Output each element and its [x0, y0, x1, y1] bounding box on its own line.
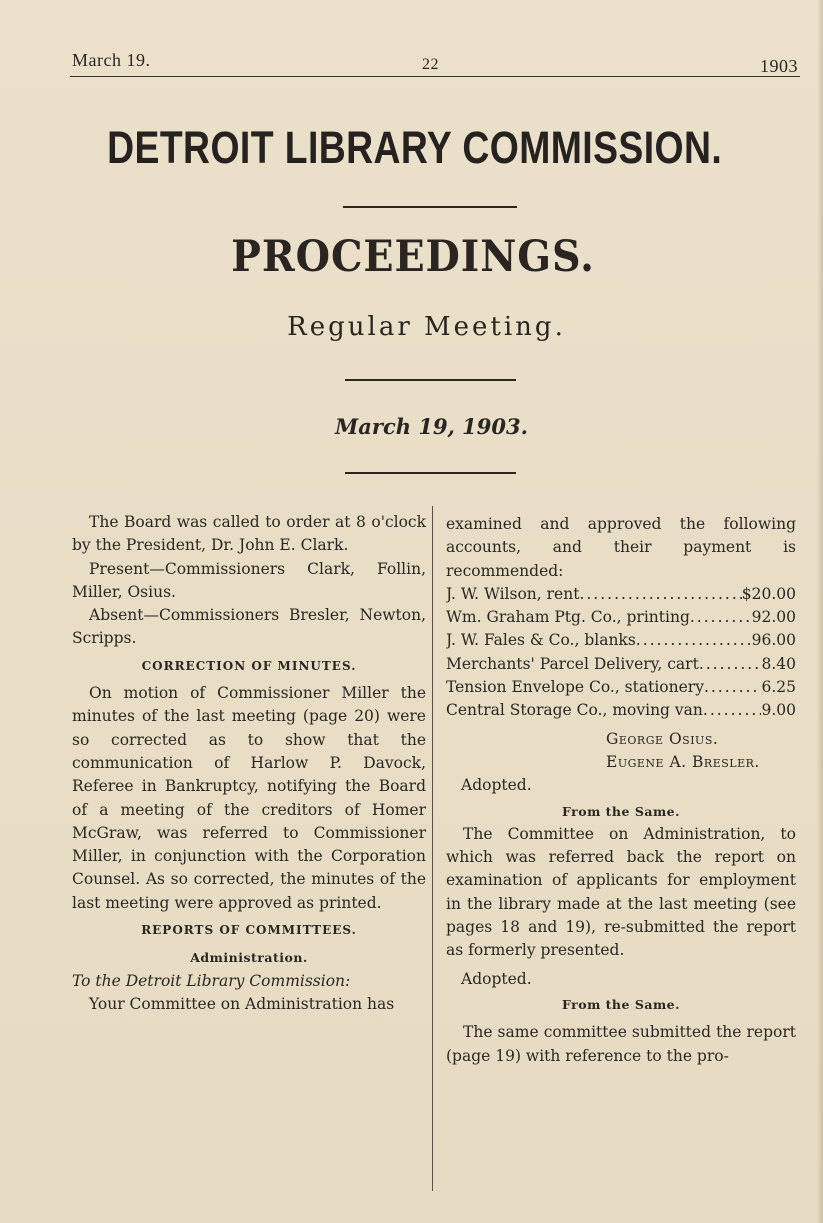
section-heading: REPORTS OF COMMITTEES.	[141, 923, 357, 938]
leader-dots	[579, 583, 741, 606]
divider-rule	[343, 206, 517, 208]
account-payee: J. W. Fales & Co., blanks	[446, 631, 636, 650]
paragraph: Your Committee on Administration has	[89, 994, 395, 1013]
paragraph: Present—Commissioners Clark, Follin, Miller, Osius.	[72, 559, 426, 601]
account-amount: 8.40	[761, 654, 796, 673]
paragraph: The Committee on Administration, to which was referred back the report on examination of applicants for employment in the library made at the last meeting (see pages 18 and 19), re-submitted the report as formerly presented.	[446, 824, 796, 960]
leader-dots	[704, 676, 762, 699]
running-head-year: 1903	[760, 56, 798, 76]
paragraph: Absent—Commissioners Bresler, Newton, Scripps.	[72, 606, 426, 648]
signature: Eugene A. Bresler.	[606, 752, 760, 771]
account-amount: 9.00	[761, 701, 796, 720]
meeting-date: March 19, 1903.	[335, 414, 528, 439]
salutation: To the Detroit Library Commission:	[72, 971, 351, 990]
account-payee: Wm. Graham Ptg. Co., printing	[446, 608, 690, 627]
account-payee: Central Storage Co., moving van	[446, 701, 703, 720]
section-heading: CORRECTION OF MINUTES.	[141, 658, 357, 673]
running-head-date: March 19.	[72, 50, 151, 70]
account-payee: Merchants' Parcel Delivery, cart	[446, 654, 699, 673]
subsection-heading: From the Same.	[562, 996, 680, 1012]
account-line	[446, 629, 796, 652]
column-divider	[432, 506, 433, 1191]
adopted-note: Adopted.	[461, 969, 532, 988]
adopted-note: Adopted.	[461, 776, 532, 795]
leader-dots	[690, 606, 752, 629]
account-line	[446, 583, 796, 606]
account-amount: $20.00	[741, 584, 796, 603]
running-head	[70, 50, 800, 80]
meeting-type: Regular Meeting.	[287, 312, 566, 342]
leader-dots	[703, 699, 762, 722]
account-payee: J. W. Wilson, rent	[446, 584, 580, 603]
paragraph: The Board was called to order at 8 o'clock by the President, Dr. John E. Clark.	[72, 513, 426, 555]
page-title: PROCEEDINGS.	[231, 232, 595, 282]
leader-dots	[699, 653, 762, 676]
page-number: 22	[422, 56, 439, 73]
paragraph: examined and approved the following accounts, and their payment is recommended:	[446, 515, 796, 580]
divider-rule	[345, 379, 516, 381]
masthead-title: DETROIT LIBRARY COMMISSION.	[107, 122, 723, 173]
account-amount: 96.00	[751, 631, 796, 650]
subsection-heading: Administration.	[190, 950, 308, 966]
account-amount: 6.25	[761, 678, 796, 697]
right-column	[446, 513, 796, 1068]
paragraph: On motion of Commissioner Miller the minutes of the last meeting (page 20) were so corrected as to show that the communication of Harlow P. Davock, Referee in Bankruptcy, notifying the Board of a meeting of the creditors of Homer McGraw, was referred to Commissioner Miller, in conjunction with the Corporation Counsel. As so corrected, the minutes of the last meeting were approved as printed.	[72, 684, 426, 912]
account-line	[446, 653, 796, 676]
account-line	[446, 606, 796, 629]
account-line	[446, 699, 796, 722]
subsection-heading: From the Same.	[562, 803, 680, 819]
left-column	[72, 511, 426, 1016]
account-line	[446, 676, 796, 699]
account-amount: 92.00	[751, 608, 796, 627]
signature: George Osius.	[606, 729, 719, 748]
leader-dots	[636, 629, 752, 652]
account-payee: Tension Envelope Co., stationery	[446, 678, 704, 697]
running-head-rule	[70, 76, 800, 77]
paragraph: The same committee submitted the report (page 19) with reference to the pro-	[446, 1023, 796, 1065]
divider-rule	[345, 472, 516, 474]
